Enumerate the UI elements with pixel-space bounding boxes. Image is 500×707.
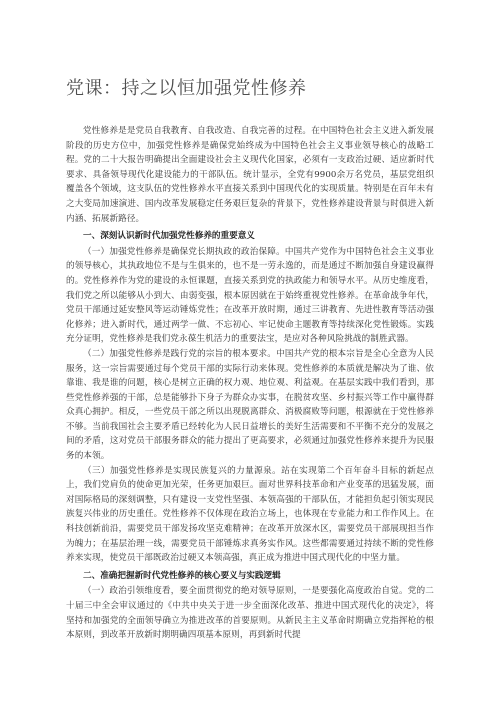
body-paragraph: （三）加强党性修养是实现民族复兴的力量源泉。站在实现第二个百年奋斗目标的新起点上，我们党肩负的使命更加光荣，任务更加艰巨。面对世界科技革命和产业变革的迅猛发展，面对国际格局的深刻调整，只有建设一支党性坚强、本领高强的干部队伍，才能担负起引领实现民族复兴伟业的历史重任。党性修养不仅体现在政治立场上，也体现在专业能力和工作作风上。在科技创新前沿，需要党员干部发扬攻坚克难精神；在改革开放深水区，需要党员干部展现担当作为魄力；在基层治理一线，需要党员干部锤炼求真务实作风。这些都需要通过持续不断的党性修养来实现，使党员干部既政治过硬又本领高强，真正成为推进中国式现代化的中坚力量。 bbox=[66, 465, 434, 564]
document-title: 党课：持之以恒加强党性修养 bbox=[66, 78, 307, 99]
document-body bbox=[66, 124, 434, 643]
body-paragraph: （一）政治引领维度看，要全面贯彻党的绝对领导原则，一是要强化高度政治自觉。党的二十届三中全会审议通过的《中共中央关于进一步全面深化改革、推进中国式现代化的决定》，将坚持和加强党的全面领导确立为推进改革的首要原则。从新民主主义革命时期确立党指挥枪的根本原则，到改革开放新时期明确四项基本原则，再到新时代提 bbox=[66, 586, 434, 641]
body-paragraph: （二）加强党性修养是践行党的宗旨的根本要求。中国共产党的根本宗旨是全心全意为人民服务，这一宗旨需要通过每个党员干部的实际行动来体现。党性修养的本质就是解决为了谁、依靠谁、我是谁的问题，核心是树立正确的权力观、地位观、利益观。在基层实践中我们看到，那些党性修养强的干部，总是能够扑下身子为群众办实事，在脱贫攻坚、乡村振兴等工作中赢得群众真心拥护。相反，一些党员干部之所以出现脱离群众、消极腐败等问题，根源就在于党性修养不够。当前我国社会主要矛盾已经转化为人民日益增长的美好生活需要和不平衡不充分的发展之间的矛盾，这对党员干部服务群众的能力提出了更高要求，必须通过加强党性修养来提升为民服务的本领。 bbox=[66, 348, 434, 462]
section-heading: 一、深刻认识新时代加强党性修养的重要意义 bbox=[83, 231, 255, 242]
section-heading: 二、准确把握新时代党性修养的核心要义与实践逻辑 bbox=[83, 570, 281, 581]
body-paragraph: （一）加强党性修养是确保党长期执政的政治保障。中国共产党作为中国特色社会主义事业的领导核心，其执政地位不是与生俱来的，也不是一劳永逸的，而是通过不断加强自身建设赢得的。党性修养作为党的建设的永恒课题，直接关系到党的执政能力和领导水平。从历史维度看，我们党之所以能够从小到大、由弱变强，根本原因就在于始终重视党性修养。在革命战争年代，党员干部通过延安整风等运动锤炼党性；在改革开放时期，通过三讲教育、先进性教育等活动强化修养；进入新时代，通过两学一做、不忘初心、牢记使命主题教育等持续深化党性锻炼。实践充分证明，党性修养是我们党永葆生机活力的重要法宝，是应对各种风险挑战的制胜武器。 bbox=[66, 246, 434, 345]
intro-paragraph: 党性修养是是党员自我教育、自我改造、自我完善的过程。在中国特色社会主义进入新发展阶段的历史方位中，加强党性修养是确保党始终成为中国特色社会主义事业领导核心的战略工程。党的二十大报告明确提出全面建设社会主义现代化国家，必须有一支政治过硬、适应新时代要求、具备领导现代化建设能力的干部队伍。统计显示，全党有9900余万名党员，基层党组织覆盖各个领域，这支队伍的党性修养水平直接关系到中国现代化的实现质量。特别是在百年未有之大变局加速演进、国内改革发展稳定任务艰巨复杂的背景下，党性修养建设背景与时俱进入新内涵、拓展新路径。 bbox=[66, 126, 434, 224]
